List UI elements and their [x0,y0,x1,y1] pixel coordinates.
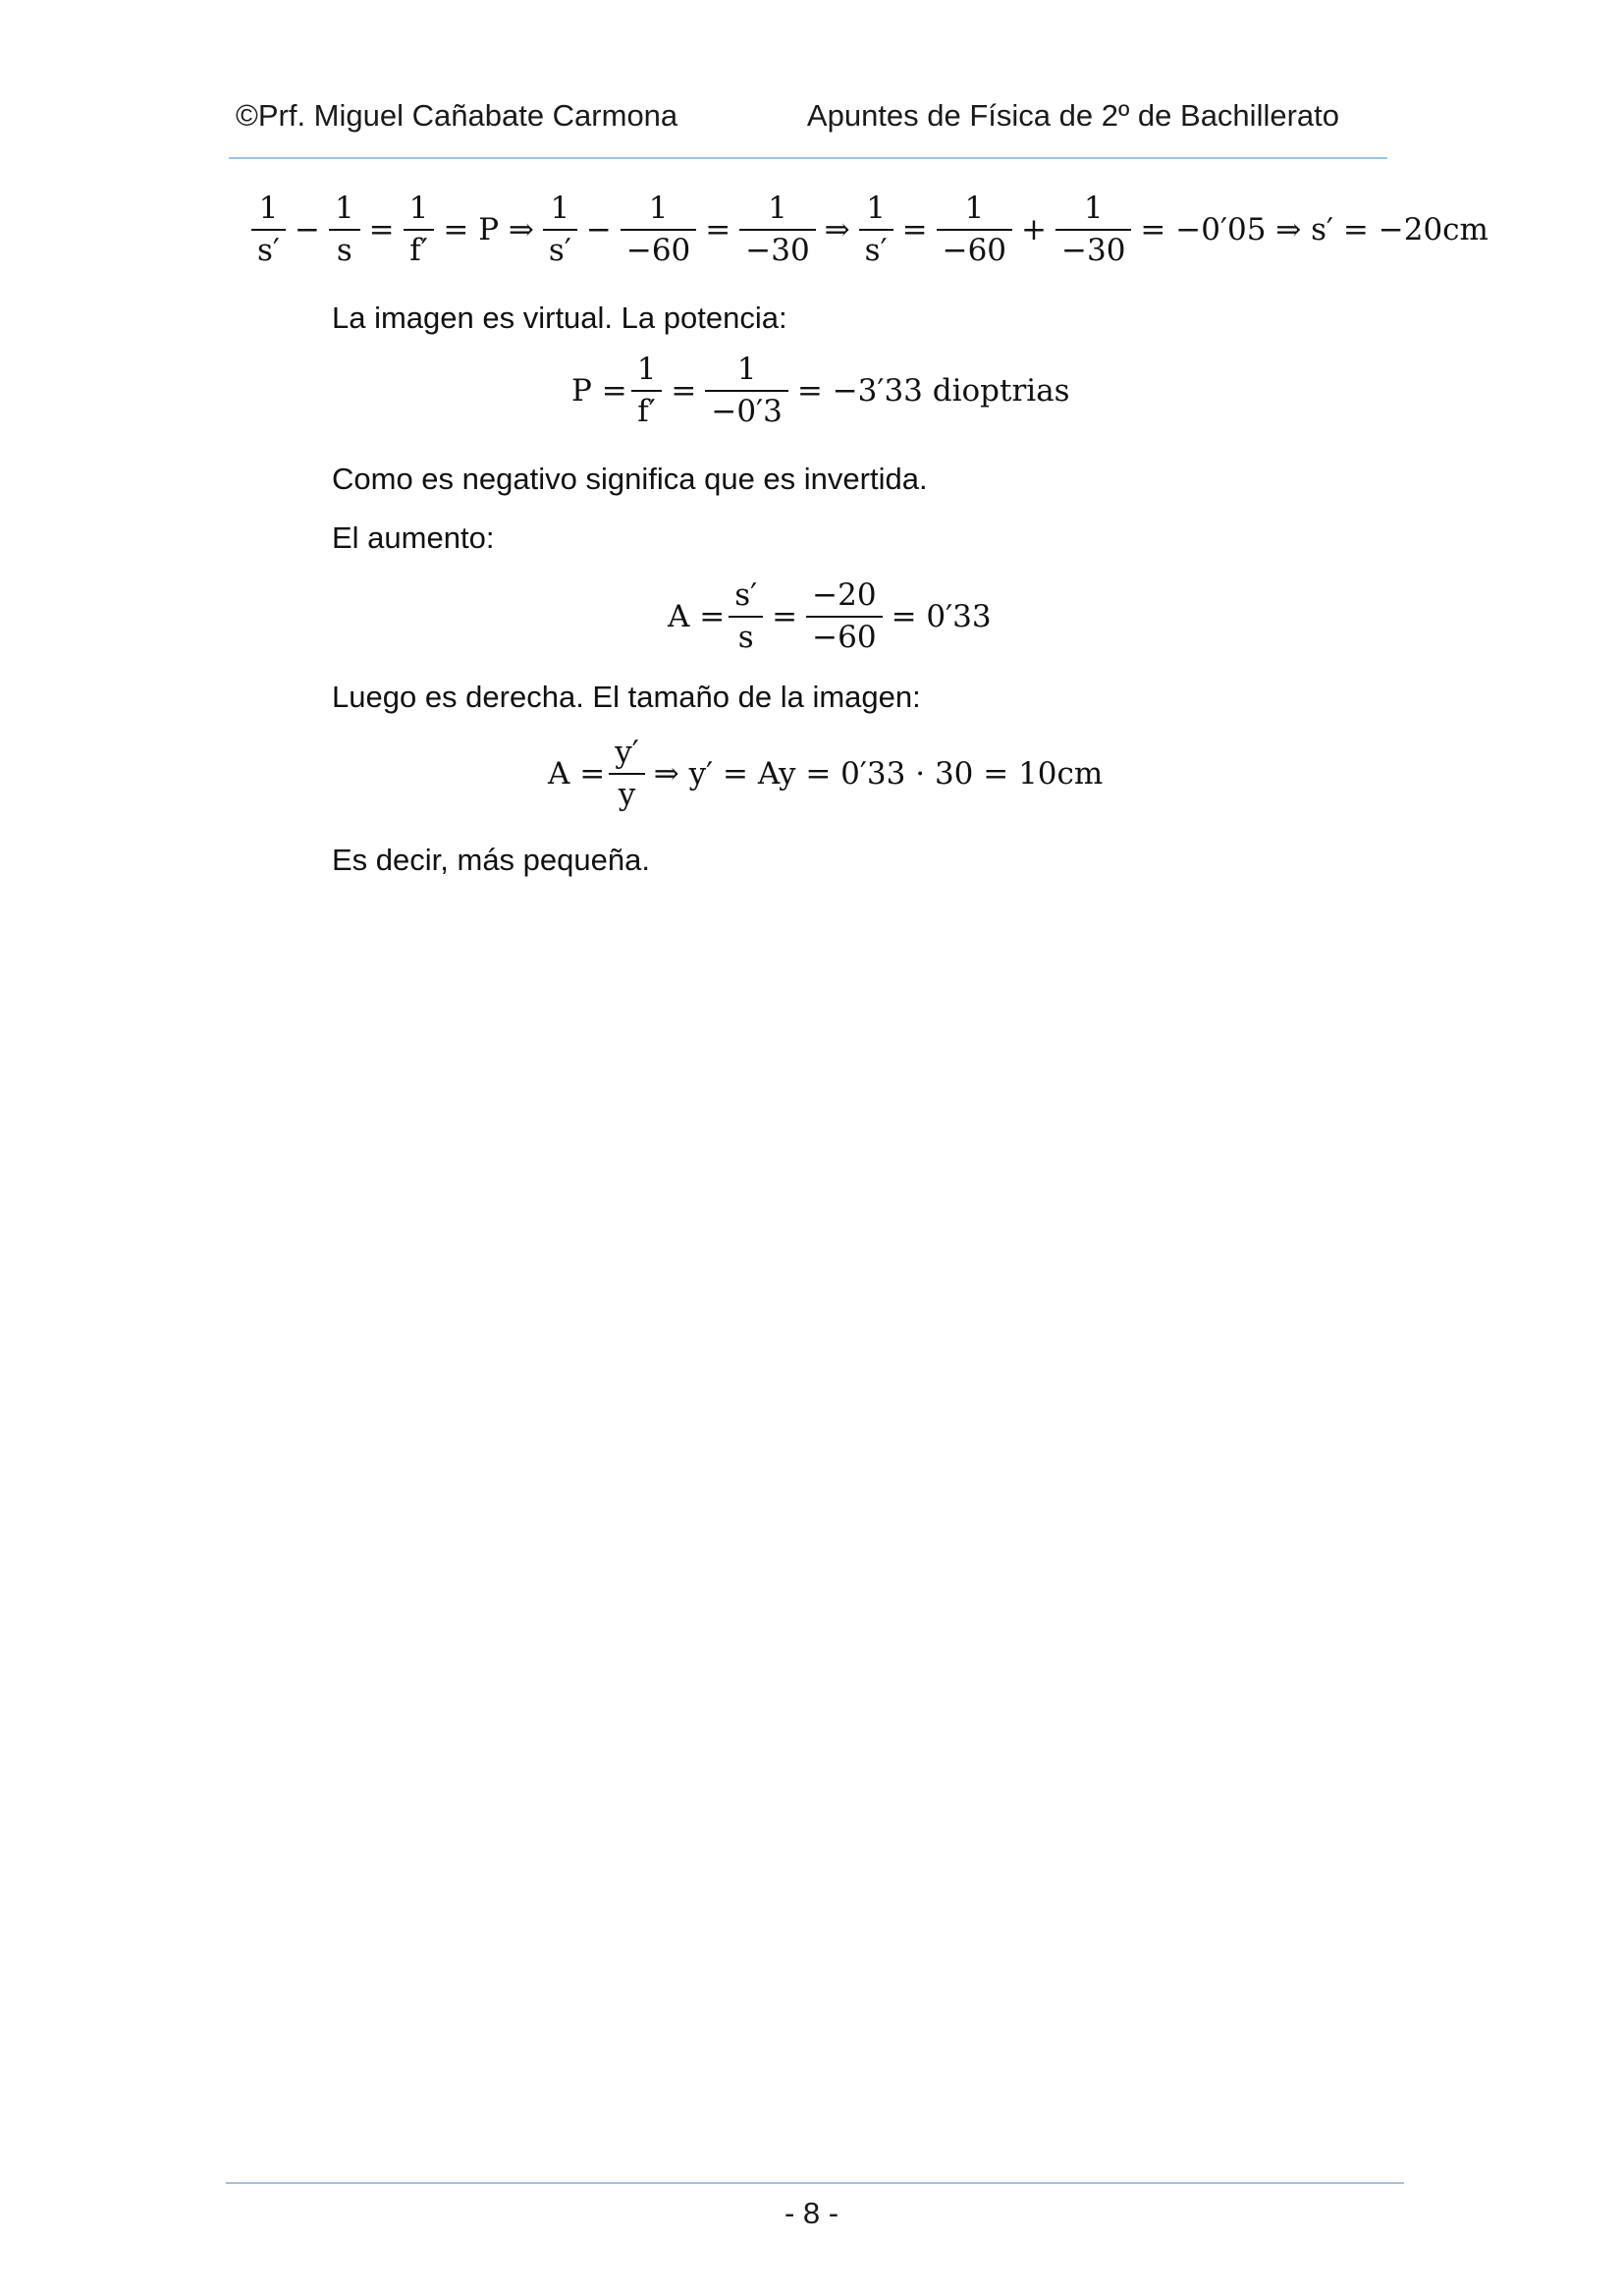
paragraph: El aumento: [332,520,495,555]
equation-lhs: A = [548,755,606,792]
fraction [1055,192,1131,266]
denominator: −0′3 [705,390,787,428]
numerator: 1 [964,191,985,226]
numerator: 1 [636,352,657,387]
paragraph: La imagen es virtual. La potencia: [332,301,787,335]
numerator: 1 [866,191,886,226]
denominator: s [329,229,360,267]
fraction [705,354,787,427]
denominator: −60 [937,229,1012,267]
operator: = [705,211,731,247]
fraction [251,192,286,266]
footer-rule [226,2182,1404,2184]
denominator: s [729,616,763,654]
numerator: 1 [648,191,669,226]
header-rule [229,157,1387,159]
operator: − [294,211,320,247]
operator: = [901,211,928,247]
denominator: −30 [1055,229,1131,267]
operator: ⇒ [824,211,850,247]
denominator: s′ [251,229,286,267]
denominator: f′ [631,390,663,428]
page-number: - 8 - [784,2196,839,2230]
operator: = P ⇒ [443,211,534,247]
page-header [236,98,1384,147]
fraction [404,192,435,266]
equation-lhs: P = [571,372,627,409]
denominator: −60 [806,616,882,654]
denominator: y [609,773,645,811]
equation-lhs: A = [668,598,726,634]
fraction [859,192,893,266]
operator: = [671,372,697,409]
numerator: 1 [258,191,279,226]
numerator: y′ [615,735,639,770]
fraction [329,192,360,266]
equation-result: ⇒ y′ = Ay = 0′33 · 30 = 10cm [653,755,1104,792]
equation-power [571,354,1075,427]
fraction [621,192,696,266]
fraction [609,737,645,810]
numerator: −20 [812,577,877,613]
operator: − [585,211,612,247]
operator: + [1021,211,1047,247]
paragraph: Luego es derecha. El tamaño de la imagen: [332,680,921,714]
paragraph: Es decir, más pequeña. [332,843,650,877]
numerator: s′ [734,577,758,613]
fraction [729,579,763,653]
numerator: 1 [768,191,787,226]
denominator: −60 [621,229,696,267]
denominator: f′ [404,229,435,267]
paragraph: Como es negativo significa que es invertida. [332,462,928,496]
fraction [806,579,882,653]
numerator: 1 [334,191,354,226]
denominator: s′ [859,229,893,267]
equation-result: = −3′33 dioptrias [796,372,1070,409]
equation-result: = 0′33 [891,598,992,634]
numerator: 1 [550,191,570,226]
numerator: 1 [408,191,429,226]
operator: = [772,598,798,634]
equation-image-size [548,737,1108,810]
numerator: 1 [736,352,757,387]
fraction [739,192,815,266]
equation-lens-formula [247,192,1493,266]
fraction [631,354,663,427]
numerator: 1 [1083,191,1104,226]
equation-result: = −0′05 ⇒ s′ = −20cm [1140,211,1488,247]
equation-magnification [668,579,997,653]
operator: = [368,211,395,247]
header-author: ©Prf. Miguel Cañabate Carmona [236,98,678,133]
fraction [937,192,1012,266]
denominator: −30 [739,229,815,267]
header-title: Apuntes de Física de 2º de Bachillerato [806,98,1339,133]
denominator: s′ [543,229,577,267]
fraction [543,192,577,266]
